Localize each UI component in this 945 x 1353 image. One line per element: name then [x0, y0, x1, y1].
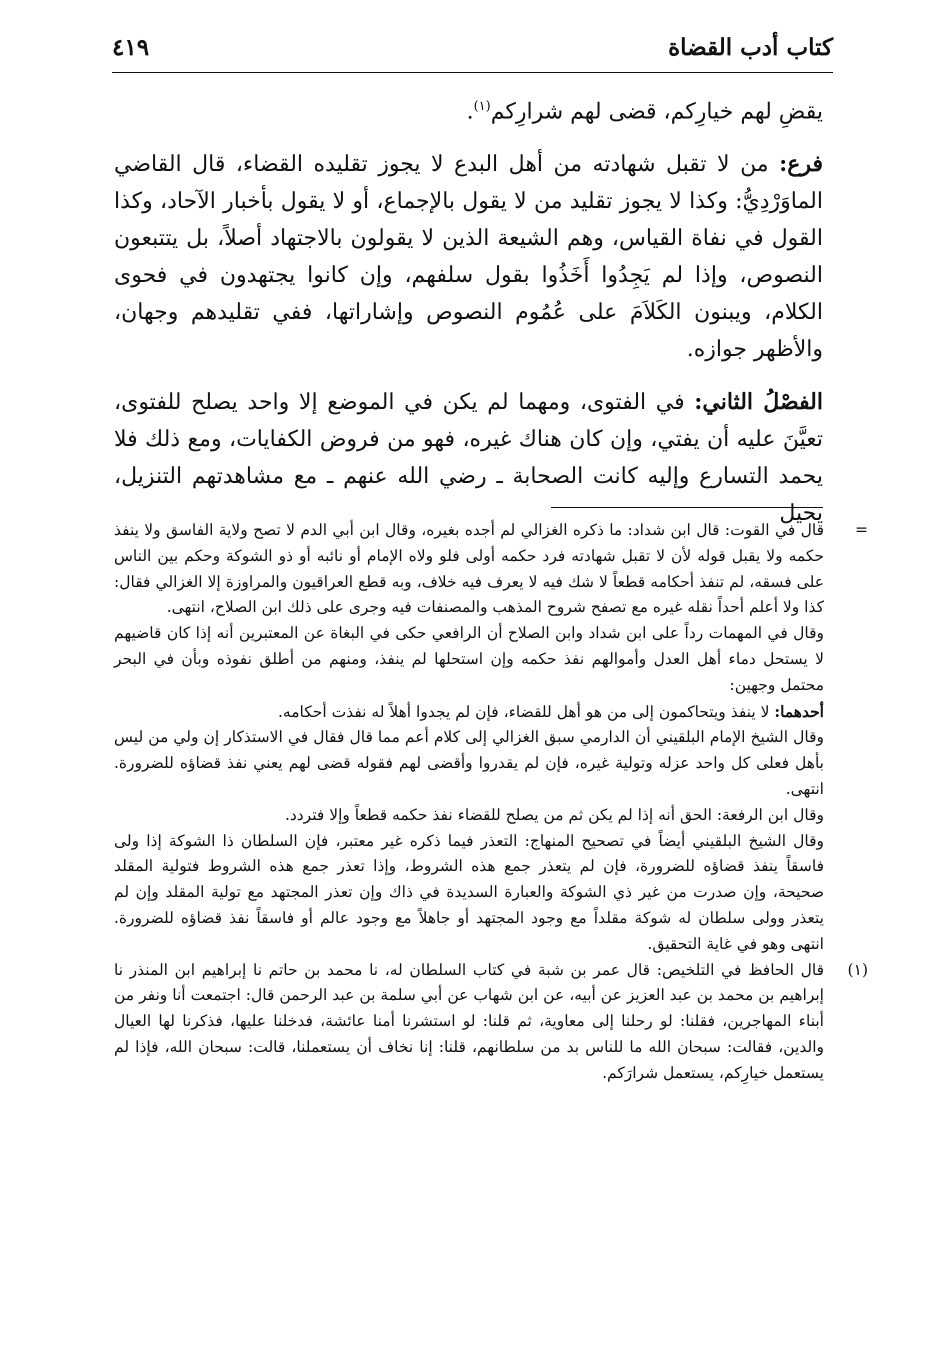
running-header	[112, 30, 833, 73]
footnote-text: لا ينفذ ويتحاكمون إلى من هو أهل للقضاء، فإن لم يجدوا أهلاً له نفذت أحكامه.	[277, 702, 770, 721]
footnote-ref: (١)	[473, 99, 491, 114]
paragraph-text: يقضِ لهم خيارِكم، قضى لهم شرارِكم	[490, 99, 823, 125]
book-title: كتاب أدب القضاة	[668, 34, 833, 61]
section-heading: الفصْلُ الثاني:	[694, 389, 823, 416]
paragraph-end: .	[466, 99, 474, 125]
footnote-continued	[114, 518, 868, 958]
footnote-number: (١)	[847, 960, 868, 979]
footnotes	[114, 518, 868, 1087]
paragraph-text: من لا تقبل شهادته من أهل البدع لا يجوز تقليده القضاء، قال القاضي الماوَرْدِيُّ: وكذا لا يجوز تقليد من لا يقول بالإجماع، أو لا يقول بأخبار الآحاد، وكذا القول في نفاة القياس، وهم الشيعة الذين لا يقولون بالاجتهاد أصلاً، بل يتتبعون النصوص، وإذا لم يَجِدُوا أَخَذُوا بقول سلفهم، وإن كانوا يجتهدون في فحوى الكلام، ويبنون الكَلاَمَ على عُمُوم النصوص وإشاراتها، ففي تقليدهم وجهان، والأظهر جوازه.	[114, 152, 823, 363]
footnote-paragraph: وقال الشيخ البلقيني أيضاً في تصحيح المنهاج: التعذر فيما ذكره غير معتبر، فإن السلطان ذا الشوكة إذا ولى فاسقاً ينفذ قضاؤه للضرورة، فإن لم يتعذر جمع هذه الشروط، وإذا تعذر جمع هذه الشروط فتولية المقلد صحيحة، وإن صدرت من غير ذي الشوكة والعبارة السديدة في ذاك وإن تعذر المجتهد مع تولية المقلد وإن لم يتعذر وولى سلطان له شوكة مقلداً مع وجود المجتهد أو جاهلاً مع وجود عالم أو فاسقاً نفذ قضاؤه للضرورة. انتهى وهو في غاية التحقيق.	[114, 831, 824, 953]
paragraph-far	[114, 146, 823, 368]
footnote-body	[114, 958, 824, 1087]
footnote-lead: أحدهما:	[774, 701, 824, 721]
continuation-mark: =	[855, 521, 868, 539]
page-number: ٤١٩	[112, 34, 150, 61]
footnote-separator	[551, 507, 823, 508]
main-text	[114, 88, 823, 532]
paragraph-section-two	[114, 384, 823, 532]
footnote-paragraph: وقال في المهمات رداً على ابن شداد وابن الصلاح أن الرافعي حكى في البغاة عن المعتبرين أنه إذا كان قاضيهم لا يستحل دماء أهل العدل وأموالهم نفذ حكمه وإن استحلها لم ينفذ، ومنهم من أطلق نفوذه وبأن في البحر محتمل وجهين:	[114, 624, 824, 694]
footnote-paragraph: وقال الشيخ الإمام البلقيني أن الدارمي سبق الغزالي إلى كلام أعم مما قال فقال في الاستذكار إن ولي من ليس بأهل فعلى كل واحد عزله وتولية غيره، فإن لم يقدروا وأقضى لهم فقوله قضى لهم يعني نفذ قضاؤه للضرورة. انتهى.	[114, 728, 824, 798]
paragraph-continuation	[114, 88, 823, 130]
paragraph-text: في الفتوى، ومهما لم يكن في الموضع إلا واحد يصلح للفتوى، تعيَّنَ عليه أن يفتي، وإن كان هناك غيره، فهو من فروض الكفايات، ومع ذلك فلا يحمد التسارع وإليه كانت الصحابة ـ رضي الله عنهم ـ مع مشاهدتهم التنزيل، يحيل	[114, 390, 823, 527]
footnote-paragraph: قال الحافظ في التلخيص: قال عمر بن شبة في كتاب السلطان له، نا محمد بن حاتم نا إبراهيم ابن المنذر نا إبراهيم بن محمد بن عبد العزيز عن أبيه، عن ابن شهاب عن أبي سلمة بن عبد الرحمن قال: اجتمعت أنا ونفر من أبناء المهاجرين، فقلنا: لو رحلنا إلى معاوية، ثم قلنا: لو استشرنا أمنا عائشة، فدخلنا عليها، فذكرنا لها العيال والدين، فقالت: سبحان الله ما للناس بد من سلطانهم، قلنا: إنا نخاف أن يستعملنا، قالت: سبحان الله، فإذا لم يستعمل خيارِكم، يستعمل شرارَكم.	[114, 960, 824, 1082]
paragraph-lead: فرع:	[779, 151, 823, 178]
footnote-paragraph: وقال ابن الرفعة: الحق أنه إذا لم يكن ثم من يصلح للقضاء نفذ حكمه قطعاً وإلا فتردد.	[284, 805, 824, 824]
footnote-body	[114, 518, 824, 958]
footnote-paragraph: قال في القوت: قال ابن شداد: ما ذكره الغزالي لم أجده بغيره، وقال ابن أبي الدم لا تصح ولاية الفاسق ولا ينفذ حكمه ولا يقبل قوله لأن لا تقبل شهادته فرد حكمه أولى فلو ولاه الإمام أو نائبه أو ذو الشوكة وحكم بين الناس على فسقه، لم تنفذ أحكامه قطعاً لا شك فيه لا يعرف فيه خلاف، وبه قطع العراقيون والمراوزة إلا الغزالي فقال: كذا ولا أعلم أحداً نقله غيره مع تصفح شروح المذهب والمصنفات فيه وجرى على ذلك ابن الصلاح، انتهى.	[114, 521, 824, 617]
footnote-1	[114, 958, 868, 1087]
footnote-paragraph	[114, 699, 824, 726]
